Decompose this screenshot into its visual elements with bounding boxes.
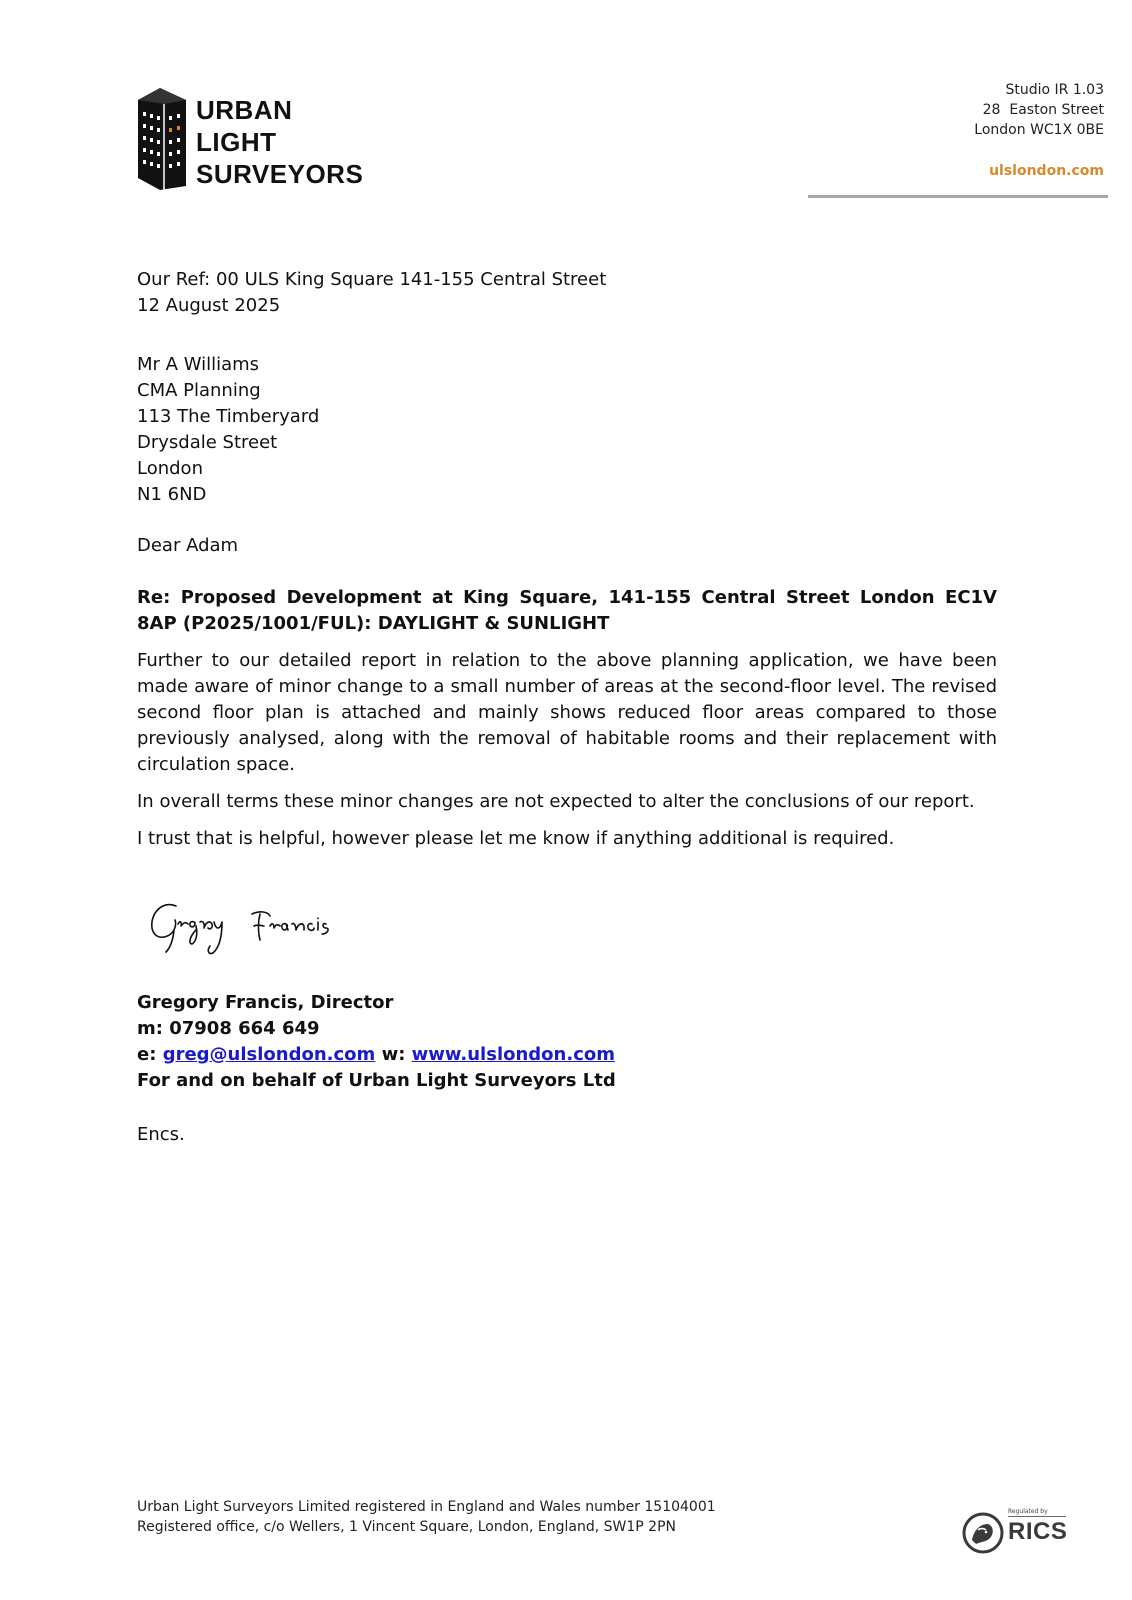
- logo-line-3: SURVEYORS: [196, 159, 364, 189]
- body-paragraph-1: Further to our detailed report in relation to the above planning application, we have been made aware of minor change to a small number of areas at the second-floor level. The revised second floor plan is attached and mainly shows reduced floor areas compared to those previously analysed, along with the removal of habitable rooms and their replacement with circulation space.: [137, 650, 997, 775]
- recipient-company: CMA Planning: [137, 380, 261, 401]
- sender-address: [974, 80, 1104, 140]
- address-line-1: Studio IR 1.03: [1005, 82, 1104, 98]
- email-label: e:: [137, 1044, 163, 1065]
- recipient-city: London: [137, 458, 203, 479]
- logo-wordmark: [196, 94, 363, 190]
- rics-lion-icon: [962, 1512, 1004, 1554]
- behalf-line: For and on behalf of Urban Light Surveyors Ltd: [137, 1070, 616, 1091]
- body-paragraph-3: I trust that is helpful, however please let me know if anything additional is required.: [137, 828, 895, 849]
- our-ref: Our Ref: 00 ULS King Square 141-155 Central Street: [137, 269, 607, 290]
- handwritten-signature: [148, 900, 338, 980]
- company-logo: [136, 86, 366, 190]
- signoff-block: [137, 990, 616, 1094]
- letter-date: 12 August 2025: [137, 295, 281, 316]
- logo-line-2: LIGHT: [196, 127, 277, 157]
- recipient-postcode: N1 6ND: [137, 484, 207, 505]
- rics-logo: [962, 1508, 1082, 1558]
- recipient-line-1: 113 The Timberyard: [137, 406, 320, 427]
- building-icon: [136, 86, 190, 190]
- rics-divider: [1008, 1516, 1066, 1517]
- header-divider: [808, 195, 1108, 198]
- rics-wordmark: RICS: [1008, 1518, 1068, 1545]
- recipient-address: [137, 352, 319, 508]
- contact-line: [137, 1042, 616, 1068]
- footer-line-1: Urban Light Surveyors Limited registered in England and Wales number 15104001: [137, 1499, 716, 1515]
- footer: [137, 1497, 716, 1537]
- recipient-line-2: Drysdale Street: [137, 432, 278, 453]
- address-line-2: 28 Easton Street: [982, 102, 1104, 118]
- address-line-3: London WC1X 0BE: [974, 122, 1104, 138]
- web-link[interactable]: www.ulslondon.com: [411, 1044, 615, 1065]
- email-link[interactable]: greg@ulslondon.com: [162, 1044, 376, 1065]
- reference-block: [137, 267, 606, 319]
- signatory-mobile: m: 07908 664 649: [137, 1018, 320, 1039]
- rics-regulated-label: Regulated by: [1008, 1508, 1048, 1515]
- enclosures: Encs.: [137, 1124, 185, 1145]
- letter-body: [137, 648, 997, 863]
- logo-line-1: URBAN: [196, 95, 293, 125]
- body-paragraph-2: In overall terms these minor changes are not expected to alter the conclusions of our report.: [137, 791, 975, 812]
- footer-line-2: Registered office, c/o Wellers, 1 Vincent Square, London, England, SW1P 2PN: [137, 1519, 677, 1535]
- web-label: w:: [375, 1044, 412, 1065]
- salutation: Dear Adam: [137, 535, 239, 556]
- subject-line: Re: Proposed Development at King Square, 141-155 Central Street London EC1V 8AP (P2025/1001/FUL): DAYLIGHT & SUNLIGHT: [137, 587, 997, 634]
- recipient-name: Mr A Williams: [137, 354, 260, 375]
- signatory-name: Gregory Francis, Director: [137, 992, 394, 1013]
- website-link[interactable]: ulslondon.com: [989, 163, 1104, 179]
